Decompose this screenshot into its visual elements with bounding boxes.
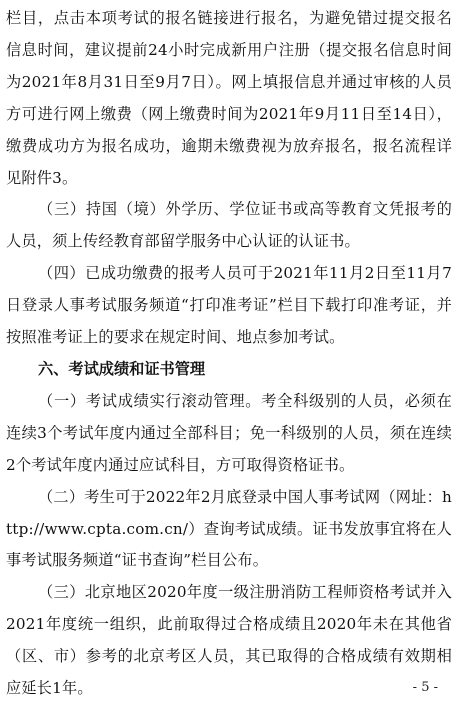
paragraph-beijing-extension: （三）北京地区2020年度一级注册消防工程师资格考试并入2021年度统一组织，此前取得过合格成绩且2020年未在其他省（区、市）参考的北京考区人员，其已取得的合格成绩有效期相应延长1年。 (6, 583, 452, 698)
paragraph-admission-ticket: （四）已成功缴费的报考人员可于2021年11月2日至11月7日登录人事考试服务频道“打印准考证”栏目下载打印准考证，并按照准考证上的要求在规定时间、地点参加考试。 (6, 264, 452, 347)
section-heading-scores-certificates: 六、考试成绩和证书管理 (38, 359, 206, 378)
page-number: - 5 - (412, 680, 438, 695)
paragraph-foreign-degree: （三）持国（境）外学历、学位证书或高等教育文凭报考的人员，须上传经教育部留学服务中心认证的认证书。 (6, 200, 452, 251)
paragraph-registration-process: 栏目，点击本项考试的报名链接进行报名，为避免错过提交报名信息时间，建议提前24小时完成新用户注册（提交报名信息时间为2021年8月31日至9月7日）。网上填报信息并通过审核的人员方可进行网上缴费（网上缴费时间为2021年9月11日至14日），缴费成功方为报名成功，逾期未缴费视为放弃报名，报名流程详见附件3。 (6, 9, 452, 187)
paragraph-score-query: （二）考生可于2022年2月底登录中国人事考试网（网址：http://www.cpta.com.cn/）查询考试成绩。证书发放事宜将在人事考试服务频道“证书查询”栏目公布。 (6, 487, 452, 570)
document-body (6, 3, 452, 705)
paragraph-rolling-scores: （一）考试成绩实行滚动管理。考全科级别的人员，必须在连续3个考试年度内通过全部科目；免一科级别的人员，须在连续2个考试年度内通过应试科目，方可取得资格证书。 (6, 391, 452, 474)
